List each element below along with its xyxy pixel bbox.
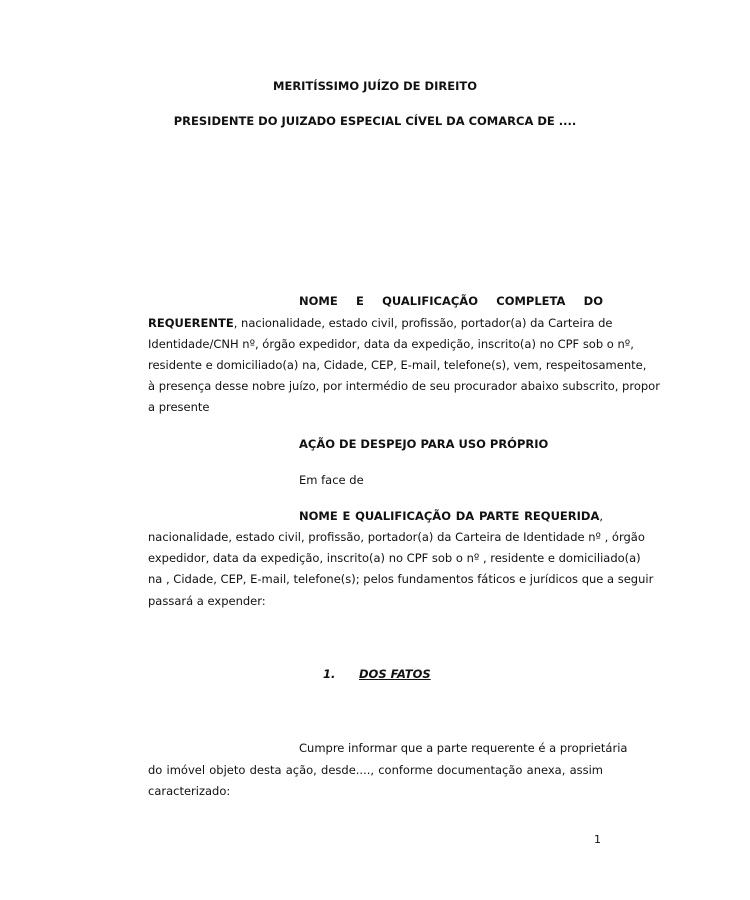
requerente-heading-word: DO: [583, 294, 603, 308]
requerente-line-5: a presente: [148, 400, 210, 414]
requerente-heading-word: QUALIFICAÇÃO: [382, 294, 478, 308]
em-face-de: Em face de: [299, 473, 364, 487]
requerida-heading-row: [299, 508, 603, 524]
requerente-heading-word: E: [355, 294, 364, 308]
page-number: 1: [594, 833, 601, 846]
fatos-line-2: do imóvel objeto desta ação, desde...., conforme documentação anexa, assim: [148, 763, 603, 777]
fatos-line-3: caracterizado:: [148, 784, 231, 798]
requerente-label: REQUERENTE: [148, 316, 234, 330]
requerida-line-1: nacionalidade, estado civil, profissão, portador(a) da Carteira de Identidade nº , órgão: [148, 530, 645, 544]
requerida-heading: NOME E QUALIFICAÇÃO DA PARTE REQUERIDA: [299, 509, 600, 523]
header-line-1: MERITÍSSIMO JUÍZO DE DIREITO: [273, 79, 477, 93]
header-line-2: PRESIDENTE DO JUIZADO ESPECIAL CÍVEL DA COMARCA DE ....: [173, 114, 577, 128]
requerente-line-1: [148, 315, 613, 331]
section-title: DOS FATOS: [359, 667, 431, 681]
requerente-line-4: à presença desse nobre juízo, por intermédio de seu procurador abaixo subscrito, propor: [148, 379, 660, 393]
requerente-heading-row: [299, 293, 603, 309]
requerente-line-2: Identidade/CNH nº, órgão expedidor, data da expedição, inscrito(a) no CPF sob o nº,: [148, 337, 634, 351]
requerente-heading-word: COMPLETA: [496, 294, 566, 308]
fatos-line-1: Cumpre informar que a parte requerente é a proprietária: [299, 741, 628, 755]
section-number: 1.: [323, 667, 336, 681]
requerente-line-3: residente e domiciliado(a) na, Cidade, CEP, E-mail, telefone(s), vem, respeitosamente,: [148, 358, 647, 372]
requerente-text: , nacionalidade, estado civil, profissão, portador(a) da Carteira de: [233, 316, 613, 330]
requerida-heading-suffix: ,: [599, 509, 603, 523]
requerente-heading-word: NOME: [299, 294, 338, 308]
requerida-line-4: passará a expender:: [148, 594, 266, 608]
section-heading-dos-fatos: [323, 666, 431, 682]
requerida-line-2: expedidor, data da expedição, inscrito(a) no CPF sob o nº , residente e domiciliado(a): [148, 551, 641, 565]
requerida-line-3: na , Cidade, CEP, E-mail, telefone(s); pelos fundamentos fáticos e jurídicos que a seguir: [148, 572, 654, 586]
acao-title: AÇÃO DE DESPEJO PARA USO PRÓPRIO: [299, 437, 549, 451]
